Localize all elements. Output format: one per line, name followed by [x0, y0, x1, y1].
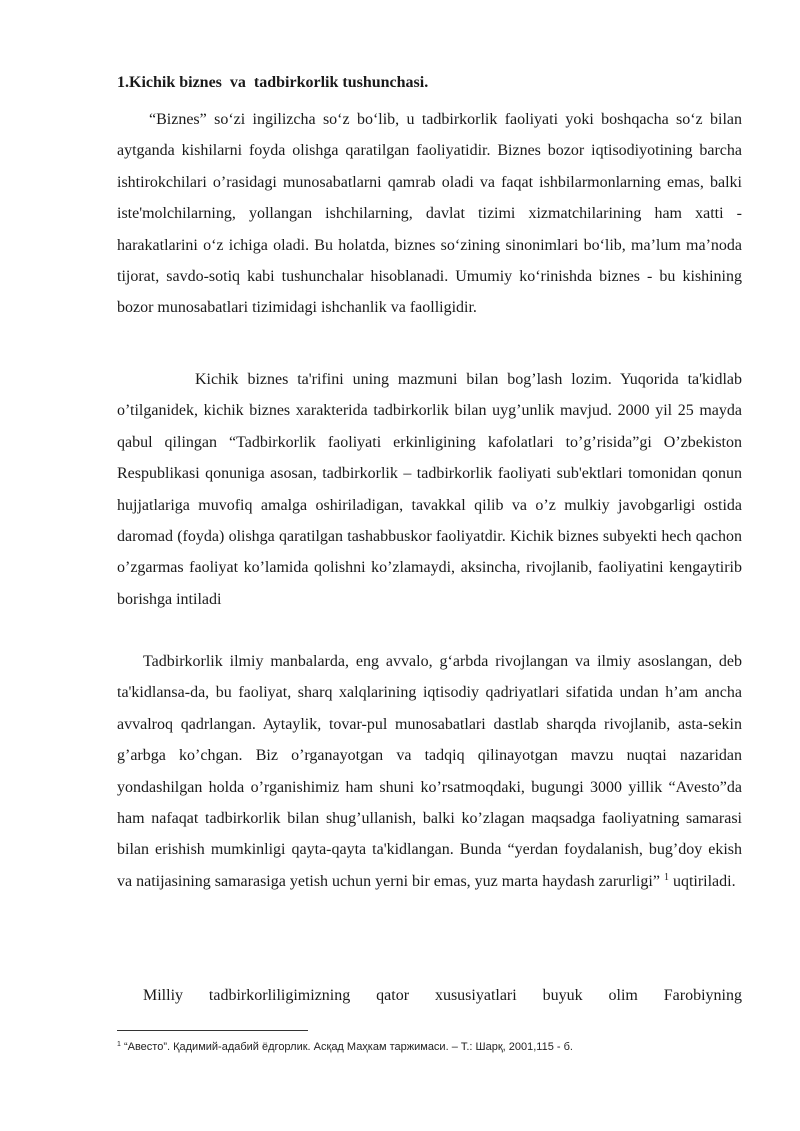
paragraph-tadbirkorlik-history: [117, 646, 742, 897]
section-heading: 1.Kichik biznes va tadbirkorlik tushunchasi.: [117, 74, 429, 91]
paragraph-kichik-biznes: Kichik biznes ta'rifini uning mazmuni bilan bog’lash lozim. Yuqorida ta'kidlab o’tilganidek, kichik biznes xarakterida tadbirkorlik bilan uyg’unlik mavjud. 2000 yil 25 mayda qabul qilingan “Tadbirkorlik faoliyati erkinligining kafolatlari to’g’risida”gi O’zbekiston Respublikasi qonuniga asosan, tadbirkorlik – tadbirkorlik faoliyati sub'ektlari tomonidan qonun hujjatlariga muvofiq amalga oshiriladigan, tavakkal qilib va o’z mulkiy javobgarligi ostida daromad (foyda) olishga qaratilgan tashabbuskor faoliyatdir. Kichik biznes subyekti hech qachon o’zgarmas faoliyat ko’lamida qolishni ko’zlamaydi, aksincha, rivojlanib, faoliyatini kengaytirib borishga intiladi: [117, 371, 742, 608]
paragraph-text: Tadbirkorlik ilmiy manbalarda, eng avvalo, g‘arbda rivojlangan va ilmiy asoslangan, deb ta'kidlansa-da, bu faoliyat, sharq xalqlarining iqtisodiy qadriyatlari sifatida undan h’am ancha avvalroq qadrlangan. Aytaylik, tovar-pul munosabatlari dastlab sharqda rivojlanib, asta-sekin g’arbga ko’chgan. Biz o’rganayotgan va tadqiq qilinayotgan mavzu nuqtai nazaridan yondashilgan holda o’rganishimiz ham shuni ko’rsatmoqdaki, bugungi 3000 yillik “Avesto”da ham nafaqat tadbirkorlik bilan shug’ullanish, balki ko’zlagan maqsadga faoliyatning samarasi bilan erishish mumkinligi qayta-qayta ta'kidlangan. Bunda “yerdan foydalanish, bug’doy ekish va natijasining samarasiga yetish uchun yerni bir emas, yuz marta haydash zarurligi”: [117, 653, 742, 890]
footnote-reference[interactable]: 1: [663, 871, 669, 883]
paragraph-text-tail: uqtiriladi.: [668, 872, 736, 890]
footnote-text: “Авесто”. Қадимий-адабий ёдгорлик. Асқад Маҳкам таржимаси. – Т.: Шарқ, 2001,115 - б.: [120, 1041, 573, 1053]
footnote-separator: [117, 1030, 308, 1031]
paragraph-milliy-tadbirkorlik: Milliy tadbirkorliligimizning qator xususiyatlari buyuk olim Farobiyning: [143, 987, 742, 1004]
footnote: [117, 1040, 757, 1054]
paragraph-biznes-definition: “Biznes” so‘zi ingilizcha so‘z bo‘lib, u tadbirkorlik faoliyati yoki boshqacha so‘z bilan aytganda kishilarni foyda olishga qaratilgan faoliyatidir. Biznes bozor iqtisodiyotining barcha ishtirokchilari o’rasidagi munosabatlarni qamrab oladi va faqat ishbilarmonlarning emas, balki iste'molchilarning, yollangan ishchilarning, davlat tizimi xizmatchilarining ham xatti - harakatlarini o‘z ichiga oladi. Bu holatda, biznes so‘zining sinonimlari bo‘lib, ma’lum ma’noda tijorat, savdo-sotiq kabi tushunchalar hisoblanadi. Umumiy ko‘rinishda biznes - bu kishining bozor munosabatlari tizimidagi ishchanlik va faolligidir.: [117, 111, 742, 317]
footnote-marker: 1: [117, 1041, 121, 1048]
